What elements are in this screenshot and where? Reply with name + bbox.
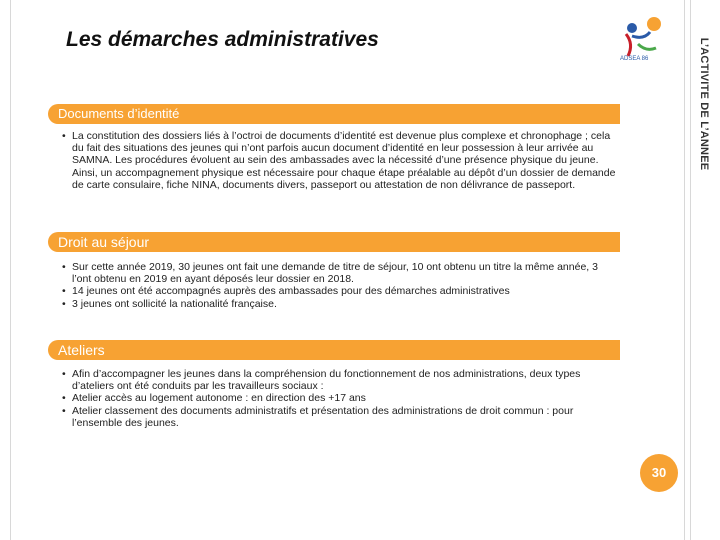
bullet-item: • 3 jeunes ont sollicité la nationalité française. [60, 298, 620, 310]
bullet-item: • Atelier classement des documents administratifs et présentation des administrations de droit commun : pour l’ensemble des jeunes. [60, 405, 620, 429]
frame-line-right [684, 0, 685, 540]
section-body-residence [60, 261, 620, 310]
bullet-item: • Sur cette année 2019, 30 jeunes ont fait une demande de titre de séjour, 10 ont obtenu un titre la même année, 3 l’ont obtenu en 2019 en ayant déposés leur dossier en 2018. [60, 261, 620, 285]
side-label [692, 34, 716, 174]
section-body-identity [60, 130, 620, 191]
section-body-workshops [60, 368, 620, 429]
frame-line-right-outer [690, 0, 691, 540]
frame-line-left [10, 0, 11, 540]
bullet-item: • 14 jeunes ont été accompagnés auprès des ambassades pour des démarches administratives [60, 285, 620, 297]
section-header-residence: Droit au séjour [48, 232, 620, 252]
section-header-workshops: Ateliers [48, 340, 620, 360]
side-label-text: L’ACTIVITE DE L’ANNEE [698, 37, 710, 171]
page-title: Les démarches administratives [66, 28, 379, 51]
section-header-identity: Documents d’identité [48, 104, 620, 124]
page-number-badge: 30 [640, 454, 678, 492]
bullet-item: • La constitution des dossiers liés à l’octroi de documents d’identité est devenue plus complexe et chronophage ; cela du fait des situations des jeunes qui n’ont parfois aucun document d’identité en leur possession à leur arrivée au SAMNA. Les procédures évoluent au sein des ambassades avec la nécessité d’une présence physique du jeune. Ainsi, un accompagnement physique est nécessaire pour chaque étape préalable au dépôt d’un dossier de demande de carte consulaire, fiche NINA, documents divers, passeport ou attestation de non délivrance de passeport. [60, 130, 620, 191]
bullet-item: • Afin d’accompagner les jeunes dans la compréhension du fonctionnement de nos administrations, deux types d’ateliers ont été conduits par les travailleurs sociaux : [60, 368, 620, 392]
bullet-item: • Atelier accès au logement autonome : en direction des +17 ans [60, 392, 620, 404]
logo-caption: ADSEA 86 [620, 56, 649, 62]
